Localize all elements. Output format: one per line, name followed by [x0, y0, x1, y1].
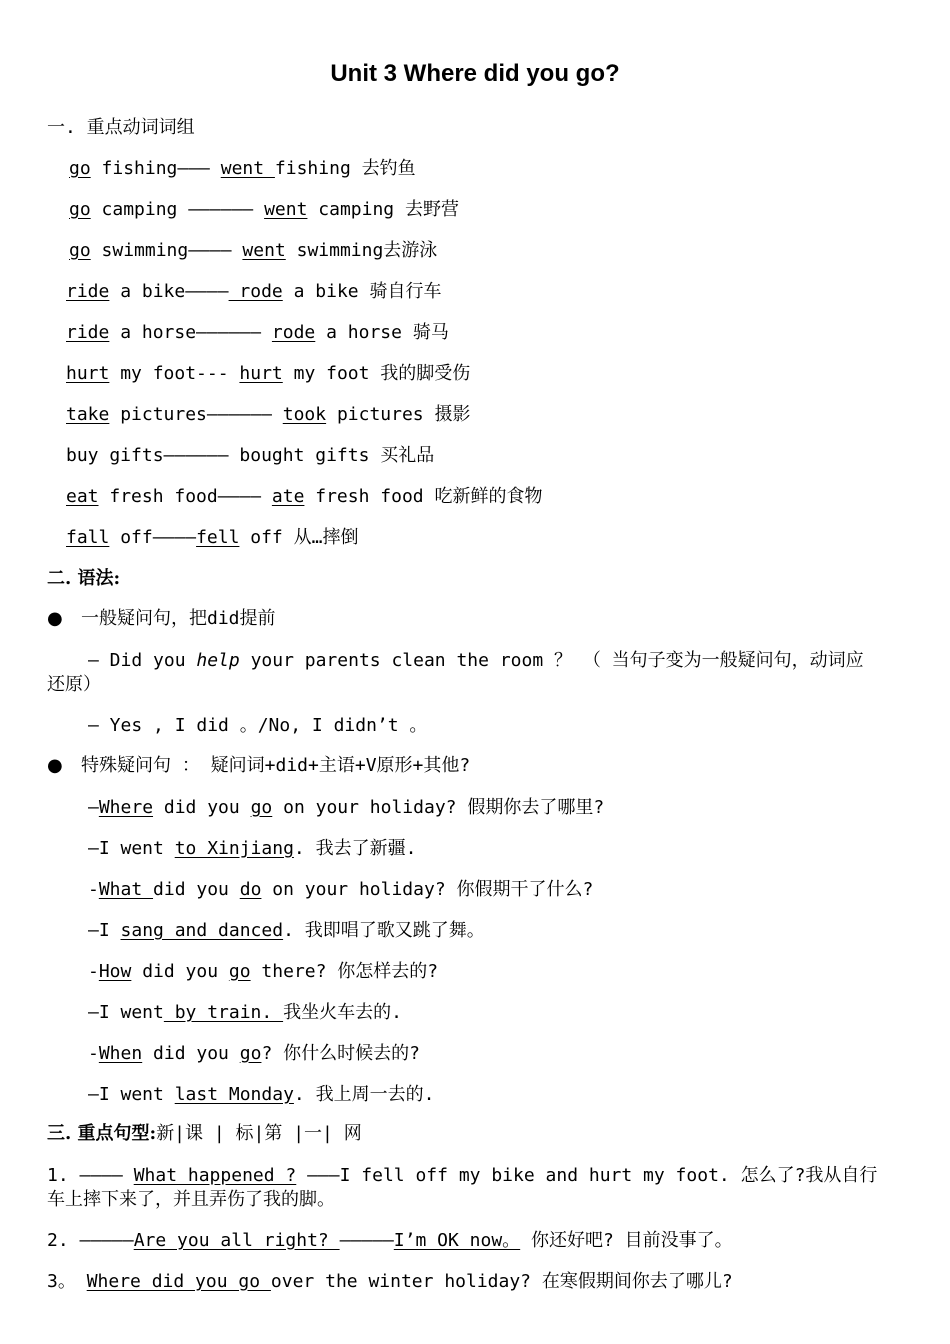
underlined-part: last Monday [174, 1084, 294, 1105]
phrase-mid: buy gifts—————— bought gifts 买礼品 [66, 445, 435, 466]
dialog-line [88, 879, 593, 901]
text-part: on your holiday? 假期你去了哪里? [272, 797, 605, 818]
phrase-mid: camping —————— [90, 199, 265, 220]
phrase-mid: fresh food———— [98, 486, 272, 507]
text-part: your parents clean the room ？ （ 当句子变为一般疑问句，动词应 [239, 650, 864, 671]
phrase-present: take [66, 404, 110, 425]
phrase-past: took [282, 404, 327, 425]
text-part: over the winter holiday? 在寒假期间你去了哪儿? [270, 1271, 733, 1292]
bullet-title: 特殊疑问句 ： 疑问词+did+主语+V原形+其他? [81, 755, 471, 776]
phrase-mid: off———— [109, 527, 197, 548]
phrase-rest: camping 去野营 [307, 199, 459, 220]
example-question [88, 650, 864, 672]
underlined-part: go [228, 961, 251, 982]
phrase-present: eat [66, 486, 99, 507]
phrase-mid: my foot--- [109, 363, 240, 384]
underlined-part: go [239, 1043, 262, 1064]
phrase-line [66, 363, 470, 385]
phrase-past: went [220, 158, 275, 179]
text-part: 你还好吧? 目前没事了。 [520, 1230, 733, 1251]
text-part: - [88, 1043, 99, 1064]
underlined-part: do [239, 879, 262, 900]
underlined-part: What happened ? [133, 1165, 297, 1186]
phrase-present: go [69, 158, 91, 179]
dialog-line [88, 1043, 420, 1065]
phrase-rest: swimming去游泳 [285, 240, 438, 261]
phrase-past: hurt [239, 363, 283, 384]
text-part: — [88, 797, 99, 818]
phrase-present: go [69, 240, 91, 261]
phrase-line [66, 281, 441, 303]
phrase-rest: off 从…摔倒 [239, 527, 359, 548]
phrase-line [66, 527, 358, 549]
phrase-rest: pictures 摄影 [326, 404, 471, 425]
underlined-part: What [98, 879, 154, 900]
phrase-mid: swimming———— [90, 240, 243, 261]
text-part: ? 你什么时候去的? [261, 1043, 420, 1064]
phrase-past: went [242, 240, 286, 261]
dialog-line [88, 838, 416, 860]
text-part: ———I fell off my bike and hurt my foot. 怎么了?我从自行 [296, 1165, 878, 1186]
bullet-icon: ● [47, 755, 63, 776]
sentence-1-cont: 车上摔下来了，并且弄伤了我的脚。 [47, 1189, 335, 1210]
underlined-part: When [98, 1043, 143, 1064]
dialog-line [88, 961, 438, 983]
text-part: . 我上周一去的. [293, 1084, 435, 1105]
phrase-line [69, 240, 437, 262]
phrase-mid: pictures—————— [109, 404, 283, 425]
text-part: 我坐火车去的. [283, 1002, 402, 1023]
text-part: did you [131, 961, 229, 982]
underlined-part: by train. [163, 1002, 284, 1023]
section1-heading: 一. 重点动词词组 [47, 117, 195, 138]
text-part: on your holiday? 你假期干了什么? [261, 879, 594, 900]
phrase-line [69, 158, 416, 180]
dialog-line [88, 920, 485, 942]
phrase-mid: a bike———— [109, 281, 229, 302]
phrase-past: rode [228, 281, 283, 302]
section3-heading: 三. 重点句型: [47, 1123, 157, 1144]
phrase-present: ride [66, 281, 110, 302]
text-part: —I went [88, 1084, 175, 1105]
text-part: —I went [88, 1002, 164, 1023]
underlined-part: to Xinjiang [174, 838, 294, 859]
text-part: did you [153, 797, 251, 818]
bullet-title: 一般疑问句，把did提前 [81, 608, 276, 629]
phrase-past: ate [271, 486, 305, 507]
text-part: 2. ————— [47, 1230, 134, 1251]
section2-heading: 二. 语法: [47, 568, 121, 589]
text-part: there? 你怎样去的? [250, 961, 439, 982]
example-question-cont: 还原） [47, 674, 101, 695]
underlined-part: go [250, 797, 273, 818]
sentence-3 [47, 1271, 733, 1293]
phrase-line [69, 199, 459, 221]
underlined-part: Where did you go [86, 1271, 271, 1292]
text-part: —I [88, 920, 121, 941]
underlined-part: How [98, 961, 132, 982]
phrase-mid: fishing——— [90, 158, 221, 179]
text-part: did you [153, 879, 240, 900]
phrase-present: fall [66, 527, 110, 548]
phrase-past: went [264, 199, 308, 220]
dialog-line [88, 1002, 402, 1024]
text-part: - [88, 961, 99, 982]
phrase-present: go [69, 199, 91, 220]
sentence-1 [47, 1165, 877, 1187]
bullet-icon: ● [47, 608, 63, 629]
watermark-text: 新|课 | 标|第 |一| 网 [156, 1123, 362, 1144]
phrase-line [66, 445, 434, 467]
underlined-part: Are you all right? [133, 1230, 340, 1251]
text-part: —I went [88, 838, 175, 859]
phrase-rest: a bike 骑自行车 [282, 281, 442, 302]
italic-verb: help [196, 650, 240, 671]
text-part: 1. ———— [47, 1165, 134, 1186]
document-title: Unit 3 Where did you go? [330, 60, 620, 87]
underlined-part: sang and danced [120, 920, 284, 941]
phrase-mid: a horse—————— [109, 322, 272, 343]
text-part: — Did you [88, 650, 197, 671]
section3-heading-line [47, 1123, 362, 1145]
text-part: . 我去了新疆. [293, 838, 417, 859]
underlined-part: Where [98, 797, 154, 818]
phrase-rest: fresh food 吃新鲜的食物 [304, 486, 543, 507]
phrase-past: rode [271, 322, 316, 343]
phrase-past: fell [196, 527, 240, 548]
phrase-line [66, 404, 470, 426]
phrase-present: hurt [66, 363, 110, 384]
text-part: did you [142, 1043, 240, 1064]
phrase-rest: fishing 去钓鱼 [274, 158, 416, 179]
text-part: - [88, 879, 99, 900]
phrase-line [66, 322, 449, 344]
sentence-2 [47, 1230, 733, 1252]
text-part: . 我即唱了歌又跳了舞。 [283, 920, 485, 941]
text-part: ————— [339, 1230, 394, 1251]
phrase-line [66, 486, 542, 508]
dialog-line [88, 797, 604, 819]
phrase-rest: a horse 骑马 [315, 322, 449, 343]
example-answer: — Yes , I did 。/No, I didn’t 。 [88, 715, 428, 736]
phrase-present: ride [66, 322, 110, 343]
text-part: 3。 [47, 1271, 87, 1292]
phrase-rest: my foot 我的脚受伤 [282, 363, 471, 384]
underlined-part: I’m OK now。 [393, 1230, 521, 1251]
dialog-line [88, 1084, 434, 1106]
